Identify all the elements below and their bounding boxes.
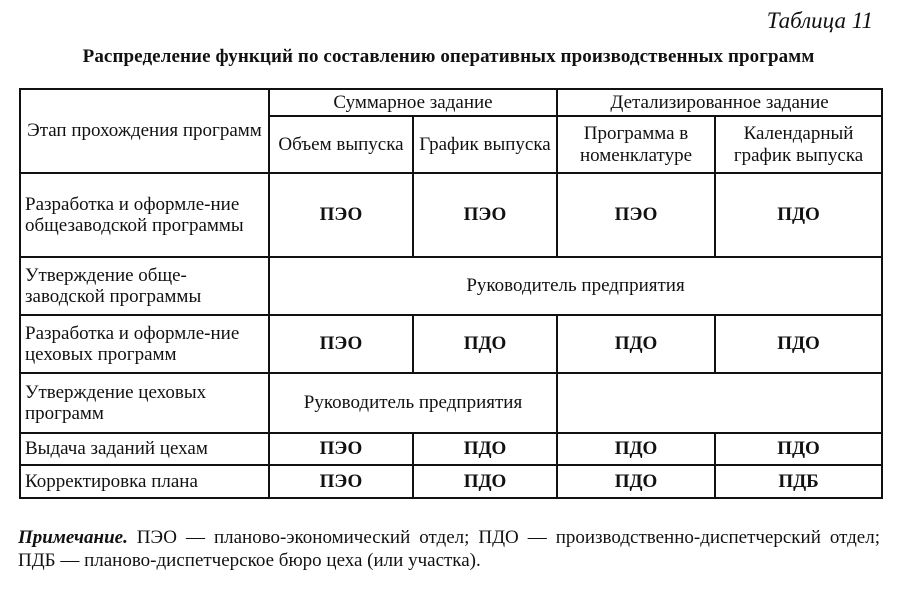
table-note [18, 527, 880, 573]
row-stage: Корректировка плана [20, 465, 269, 498]
cell-calendar: ПДО [715, 433, 882, 465]
note-text: ПЭО — планово-экономический отдел; ПДО — производственно-диспетчерский отдел; ПДБ — планово-диспетчерское бюро цеха (или участка). [18, 527, 880, 571]
table-row [20, 315, 882, 373]
cell-merged: Руководитель предприятия [269, 257, 882, 315]
cell-schedule: ПДО [413, 465, 557, 498]
header-calendar: Календарный график выпуска [715, 116, 882, 173]
cell-schedule: ПДО [413, 315, 557, 373]
row-stage: Утверждение цеховых программ [20, 373, 269, 433]
header-schedule: График выпуска [413, 116, 557, 173]
functions-table [19, 88, 883, 499]
cell-schedule: ПДО [413, 433, 557, 465]
cell-volume: ПЭО [269, 315, 413, 373]
cell-nomenclature: ПДО [557, 465, 715, 498]
cell-nomenclature: ПДО [557, 315, 715, 373]
note-lead: Примечание. [18, 527, 128, 548]
table-title: Распределение функций по составлению оперативных производственных программ [82, 46, 815, 67]
table-row [20, 465, 882, 498]
cell-volume: ПЭО [269, 173, 413, 257]
header-stage: Этап прохождения программ [20, 89, 269, 173]
table-row [20, 173, 882, 257]
row-stage: Выдача заданий цехам [20, 433, 269, 465]
cell-calendar: ПДО [715, 173, 882, 257]
header-nomenclature: Программа в номенклатуре [557, 116, 715, 173]
cell-volume: ПЭО [269, 465, 413, 498]
table-row [20, 373, 882, 433]
row-stage: Разработка и оформле-ние общезаводской программы [20, 173, 269, 257]
cell-merged: Руководитель предприятия [269, 373, 557, 433]
cell-nomenclature: ПЭО [557, 173, 715, 257]
cell-empty [557, 373, 882, 433]
row-stage: Утверждение обще-заводской программы [20, 257, 269, 315]
cell-schedule: ПЭО [413, 173, 557, 257]
cell-calendar: ПДО [715, 315, 882, 373]
cell-nomenclature: ПДО [557, 433, 715, 465]
table-row [20, 433, 882, 465]
table-row [20, 257, 882, 315]
table-number: Таблица 11 [766, 8, 873, 33]
cell-calendar: ПДБ [715, 465, 882, 498]
row-stage: Разработка и оформле-ние цеховых программ [20, 315, 269, 373]
header-detailed-task: Детализированное задание [557, 89, 882, 116]
cell-volume: ПЭО [269, 433, 413, 465]
header-summary-task: Суммарное задание [269, 89, 557, 116]
header-volume: Объем выпуска [269, 116, 413, 173]
